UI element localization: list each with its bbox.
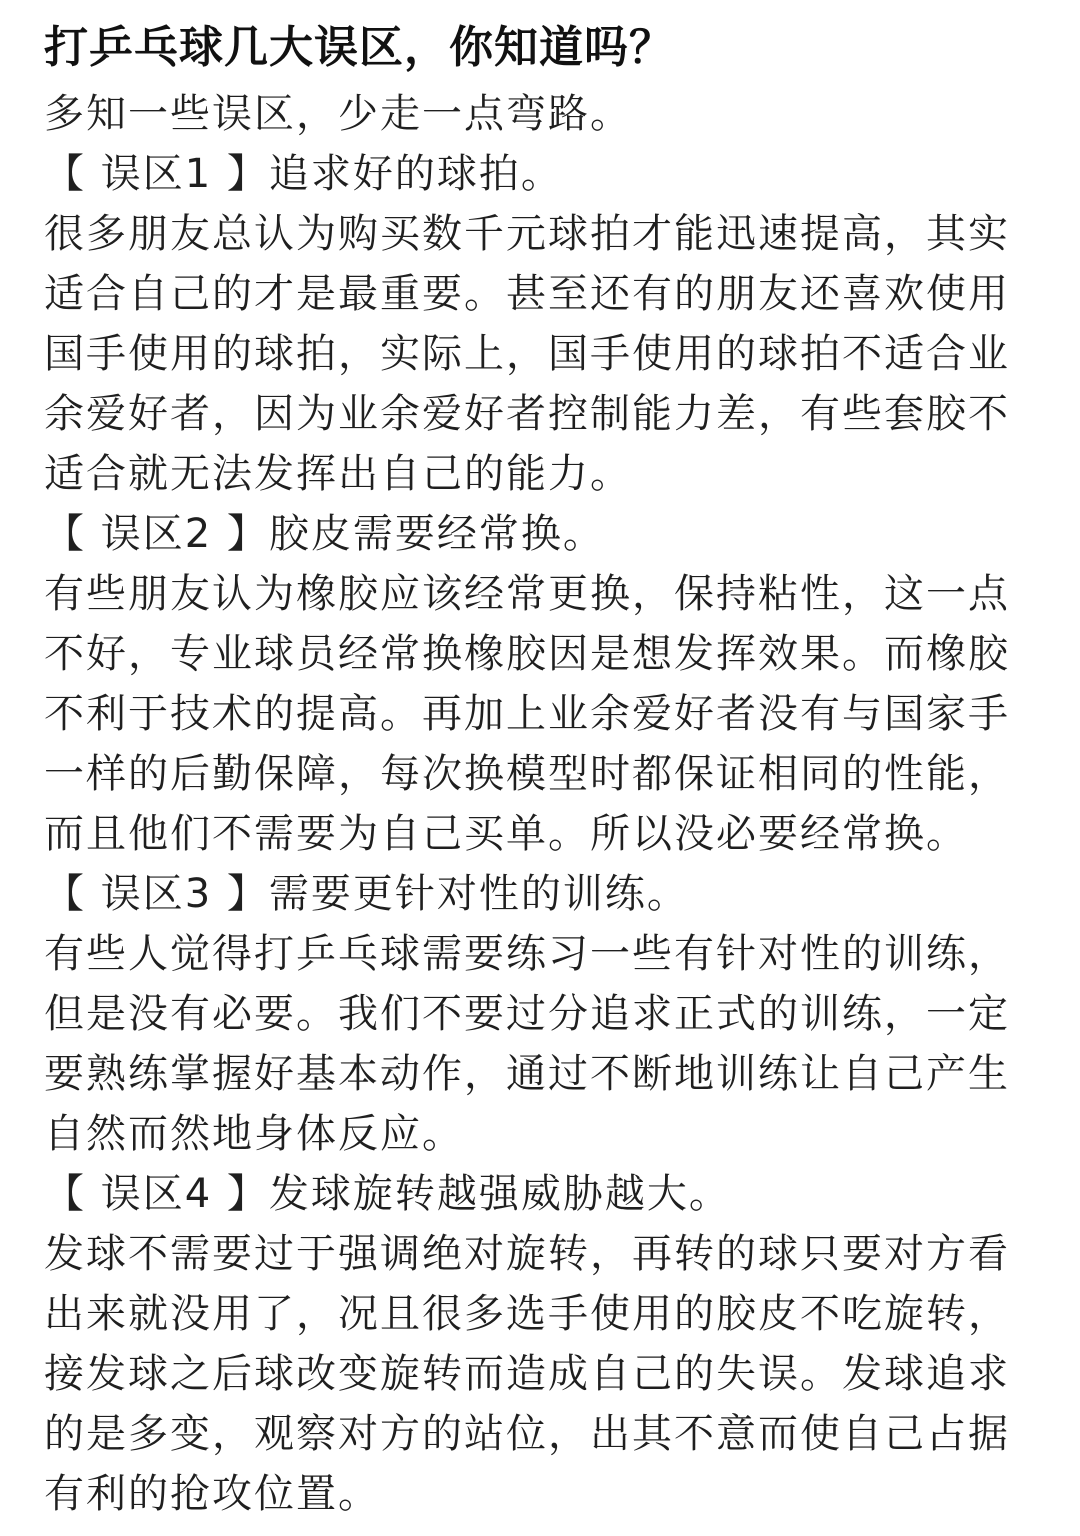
mistake-1-text-line: 适合自己的才是最重要。甚至还有的朋友还喜欢使用 (44, 271, 1010, 317)
mistake-3-heading: 【 误区3 】需要更针对性的训练。 (44, 871, 689, 917)
mistake-4-text-line: 接发球之后球改变旋转而造成自己的失误。发球追求 (44, 1351, 1010, 1397)
mistake-1-text-line: 很多朋友总认为购买数千元球拍才能迅速提高，其实 (44, 211, 1010, 257)
mistake-2-text-line: 不好，专业球员经常换橡胶因是想发挥效果。而橡胶 (44, 631, 1010, 677)
mistake-3-text-line: 自然而然地身体反应。 (44, 1111, 464, 1157)
mistake-1-text-line: 适合就无法发挥出自己的能力。 (44, 451, 632, 497)
mistake-3-text-line: 但是没有必要。我们不要过分追求正式的训练，一定 (44, 991, 1010, 1037)
article-body (44, 84, 1044, 1524)
intro-line: 多知一些误区，少走一点弯路。 (44, 91, 632, 137)
mistake-4-text-line: 的是多变，观察对方的站位，出其不意而使自己占据 (44, 1411, 1010, 1457)
mistake-2-text-line: 有些朋友认为橡胶应该经常更换，保持粘性，这一点 (44, 571, 1010, 617)
article (44, 18, 1044, 1524)
mistake-4-text-line: 出来就没用了，况且很多选手使用的胶皮不吃旋转， (44, 1291, 1010, 1337)
mistake-4-heading: 【 误区4 】发球旋转越强威胁越大。 (44, 1171, 731, 1217)
mistake-3-text-line: 要熟练掌握好基本动作，通过不断地训练让自己产生 (44, 1051, 1010, 1097)
mistake-1-text-line: 余爱好者，因为业余爱好者控制能力差，有些套胶不 (44, 391, 1010, 437)
mistake-1-text-line: 国手使用的球拍，实际上，国手使用的球拍不适合业 (44, 331, 1010, 377)
mistake-4-text-line: 有利的抢攻位置。 (44, 1471, 380, 1517)
mistake-4-text-line: 发球不需要过于强调绝对旋转，再转的球只要对方看 (44, 1231, 1010, 1277)
mistake-2-text-line: 不利于技术的提高。再加上业余爱好者没有与国家手 (44, 691, 1010, 737)
mistake-2-heading: 【 误区2 】胶皮需要经常换。 (44, 511, 605, 557)
mistake-1-heading: 【 误区1 】追求好的球拍。 (44, 151, 563, 197)
mistake-3-text-line: 有些人觉得打乒乓球需要练习一些有针对性的训练， (44, 931, 1010, 977)
mistake-2-text-line: 而且他们不需要为自己买单。所以没必要经常换。 (44, 811, 968, 857)
mistake-2-text-line: 一样的后勤保障，每次换模型时都保证相同的性能， (44, 751, 1010, 797)
article-title: 打乒乓球几大误区，你知道吗？ (44, 22, 674, 73)
